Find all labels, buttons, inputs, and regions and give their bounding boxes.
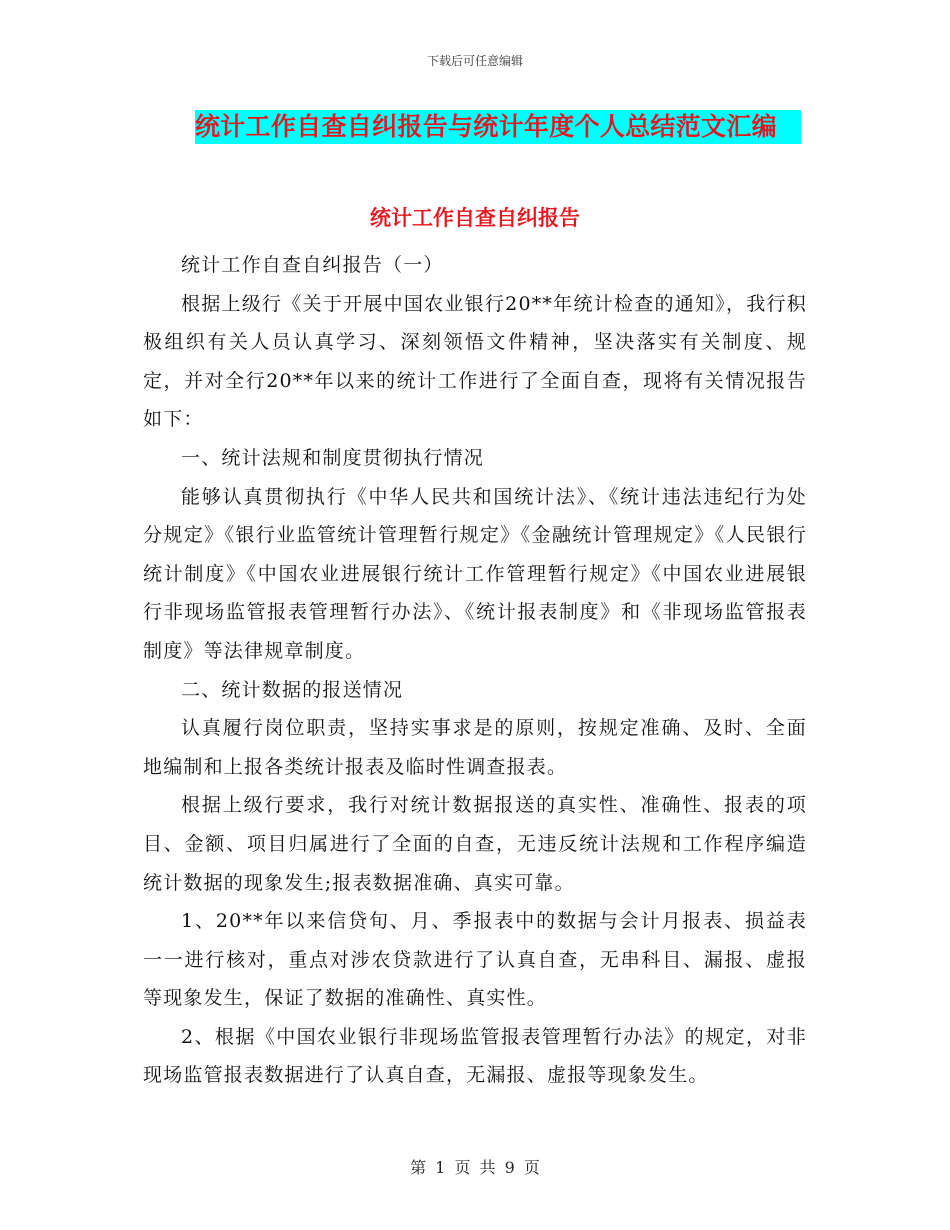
document-title: 统计工作自查自纠报告与统计年度个人总结范文汇编 [195, 112, 777, 141]
paragraph: 根据上级行要求，我行对统计数据报送的真实性、准确性、报表的项目、金额、项目归属进行了全面的自查，无违反统计法规和工作程序编造统计数据的现象发生;报表数据准确、真实可靠。 [143, 794, 807, 894]
paragraph: 2、根据《中国农业银行非现场监管报表管理暂行办法》的规定，对非现场监管报表数据进行了认真自查，无漏报、虚报等现象发生。 [143, 1025, 807, 1087]
paragraph: 二、统计数据的报送情况 [181, 678, 404, 701]
paragraph: 一、统计法规和制度贯彻执行情况 [181, 446, 485, 469]
document-title-highlight [195, 110, 801, 144]
section-title: 统计工作自查自纠报告 [370, 206, 580, 230]
paragraph: 根据上级行《关于开展中国农业银行20**年统计检查的通知》，我行积极组织有关人员认真学习、深刻领悟文件精神，坚决落实有关制度、规定，并对全行20**年以来的统计工作进行了全面自查，现将有关情况报告如下： [143, 292, 807, 431]
paragraph: 能够认真贯彻执行《中华人民共和国统计法》、《统计违法违纪行为处分规定》《银行业监管统计管理暂行规定》《金融统计管理规定》《人民银行统计制度》《中国农业进展银行统计工作管理暂行规定》《中国农业进展银行非现场监管报表管理暂行办法》、《统计报表制度》和《非现场监管报表制度》等法律规章制度。 [143, 485, 807, 662]
page-header-note: 下载后可任意编辑 [426, 54, 523, 68]
page-number: 第 1 页 共 9 页 [410, 1158, 540, 1177]
document-body [143, 246, 807, 1095]
paragraph: 1、20**年以来信贷旬、月、季报表中的数据与会计月报表、损益表一一进行核对，重点对涉农贷款进行了认真自查，无串科目、漏报、虚报等现象发生，保证了数据的准确性、真实性。 [143, 910, 807, 1010]
paragraph: 统计工作自查自纠报告（一） [181, 254, 444, 276]
paragraph: 认真履行岗位职责，坚持实事求是的原则，按规定准确、及时、全面地编制和上报各类统计报表及临时性调查报表。 [143, 717, 807, 778]
